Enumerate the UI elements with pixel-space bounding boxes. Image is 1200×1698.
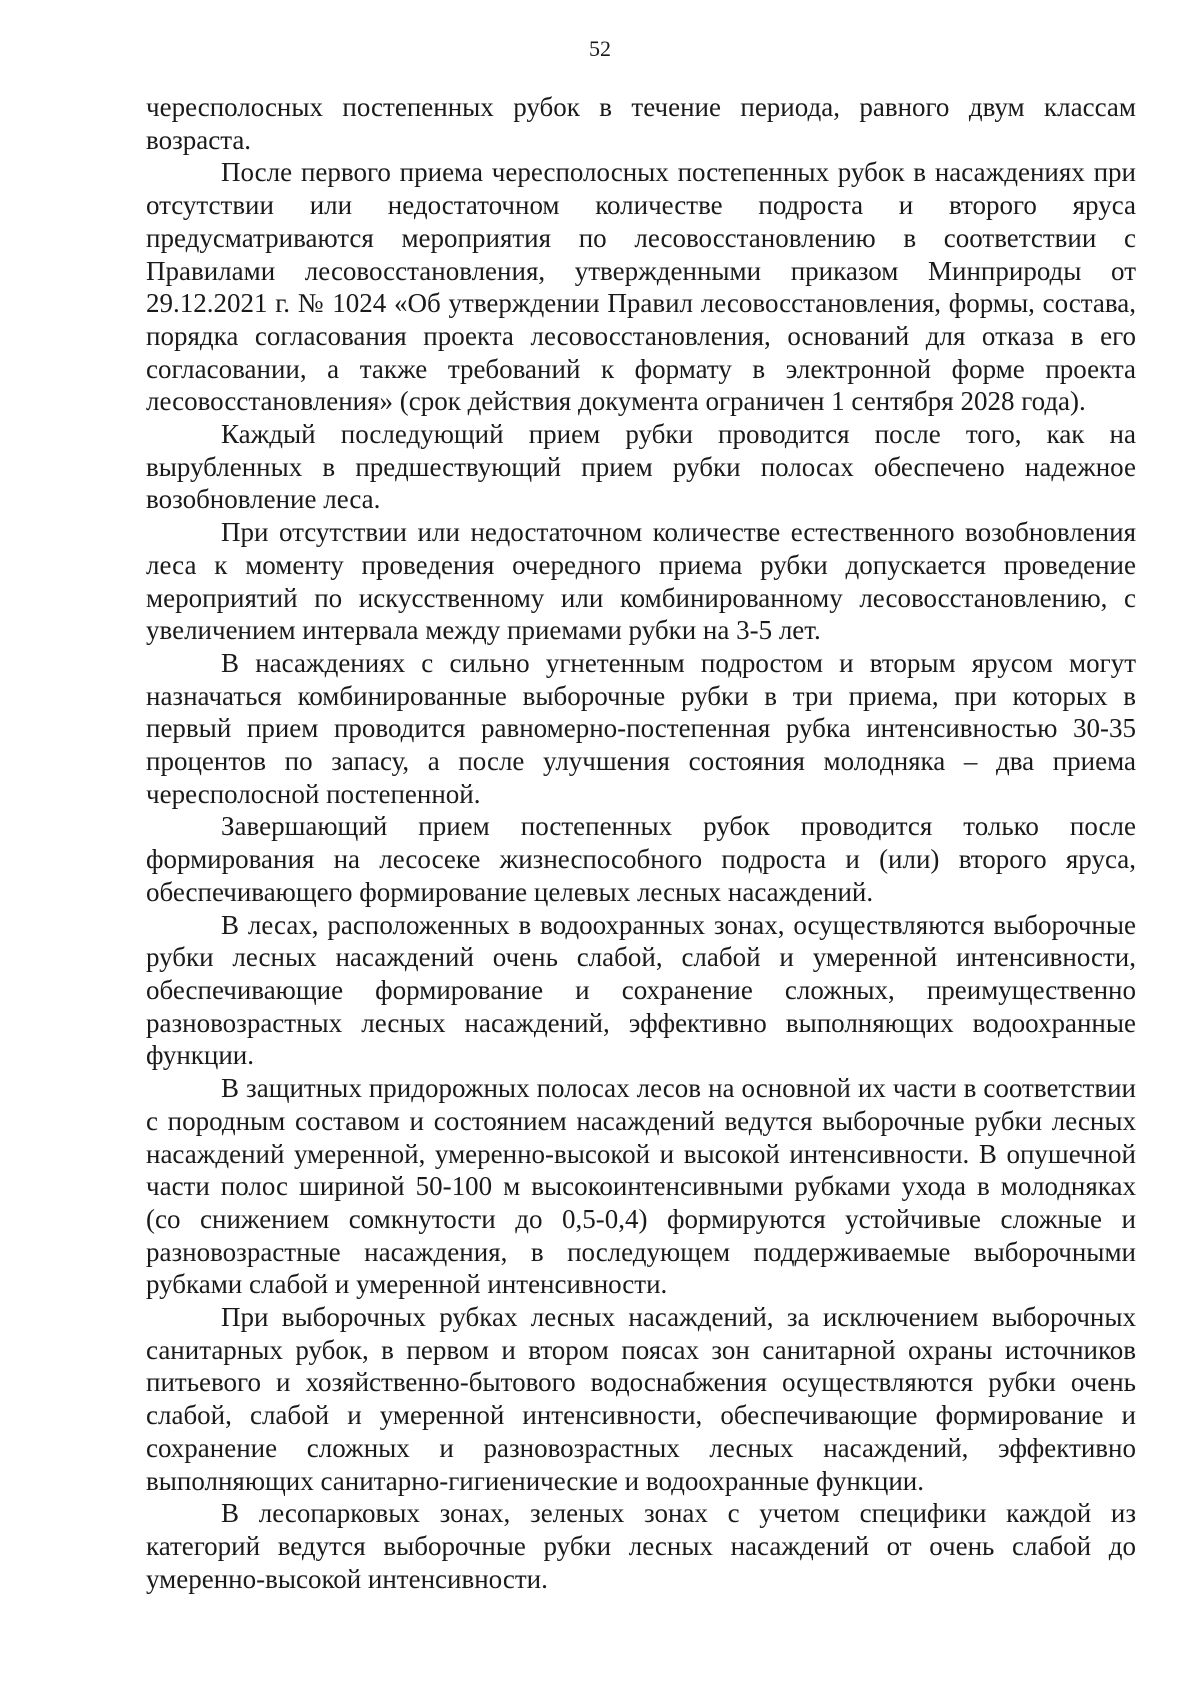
paragraph-reforestation-rules: После первого приема чересполосных постепенных рубок в насаждениях при отсутствии или недостаточном количестве подроста и второго яруса предусматриваются мероприятия по лесовосстановлению в соответствии с Правилами лесовосстановления, утвержденными приказом Минприроды от 29.12.2021 г. № 1024 «Об утверждении Правил лесовосстановления, формы, состава, порядка согласования проекта лесовосстановления, оснований для отказа в его согласовании, а также требований к формату в электронной форме проекта лесовосстановления» (срок действия документа ограничен 1 сентября 2028 года). <box>146 157 1136 417</box>
paragraph-sanitary-protection-zones: При выборочных рубках лесных насаждений, за исключением выборочных санитарных рубок, в первом и втором поясах зон санитарной охраны источников питьевого и хозяйственно-бытового водоснабжения осуществляются рубки очень слабой, слабой и умеренной интенсивности, обеспечивающие формирование и сохранение сложных и разновозрастных лесных насаждений, эффективно выполняющих санитарно-гигиенические и водоохранные функции. <box>146 1302 1136 1496</box>
page-number: 52 <box>589 36 611 61</box>
paragraph-water-protection-zones: В лесах, расположенных в водоохранных зонах, осуществляются выборочные рубки лесных насаждений очень слабой, слабой и умеренной интенсивности, обеспечивающие формирование и сохранение сложных, преимущественно разновозрастных лесных насаждений, эффективно выполняющих водоохранные функции. <box>146 909 1136 1071</box>
paragraph-final-cutting: Завершающий прием постепенных рубок проводится только после формирования на лесосеке жизнеспособного подроста и (или) второго яруса, обеспечивающего формирование целевых лесных насаждений. <box>146 811 1136 907</box>
paragraph-combined-cuttings: В насаждениях с сильно угнетенным подростом и вторым ярусом могут назначаться комбинированные выборочные рубки в три приема, при которых в первый прием проводится равномерно-постепенная рубка интенсивностью 30-35 процентов по запасу, а после улучшения состояния молодняка – два приема чересполосной постепенной. <box>146 647 1136 809</box>
paragraph-continuation: чересполосных постепенных рубок в течение периода, равного двум классам возраста. <box>146 92 1136 155</box>
paragraph-roadside-strips: В защитных придорожных полосах лесов на основной их части в соответствии с породным составом и состоянием насаждений ведутся выборочные рубки лесных насаждений умеренной, умеренно-высокой и высокой интенсивности. В опушечной части полос шириной 50-100 м высокоинтенсивными рубками ухода в молодняках (со снижением сомкнутости до 0,5-0,4) формируются устойчивые сложные и разновозрастные насаждения, в последующем поддерживаемые выборочными рубками слабой и умеренной интенсивности. <box>146 1073 1136 1300</box>
paragraph-subsequent-cutting: Каждый последующий прием рубки проводится после того, как на вырубленных в предшествующий прием рубки полосах обеспечено надежное возобновление леса. <box>146 419 1136 515</box>
document-body <box>146 91 1136 1595</box>
paragraph-natural-regeneration: При отсутствии или недостаточном количестве естественного возобновления леса к моменту проведения очередного приема рубки допускается проведение мероприятий по искусственному или комбинированному лесовосстановлению, с увеличением интервала между приемами рубки на 3-5 лет. <box>146 517 1136 646</box>
paragraph-forest-park-zones: В лесопарковых зонах, зеленых зонах с учетом специфики каждой из категорий ведутся выборочные рубки лесных насаждений от очень слабой до умеренно-высокой интенсивности. <box>146 1498 1136 1594</box>
